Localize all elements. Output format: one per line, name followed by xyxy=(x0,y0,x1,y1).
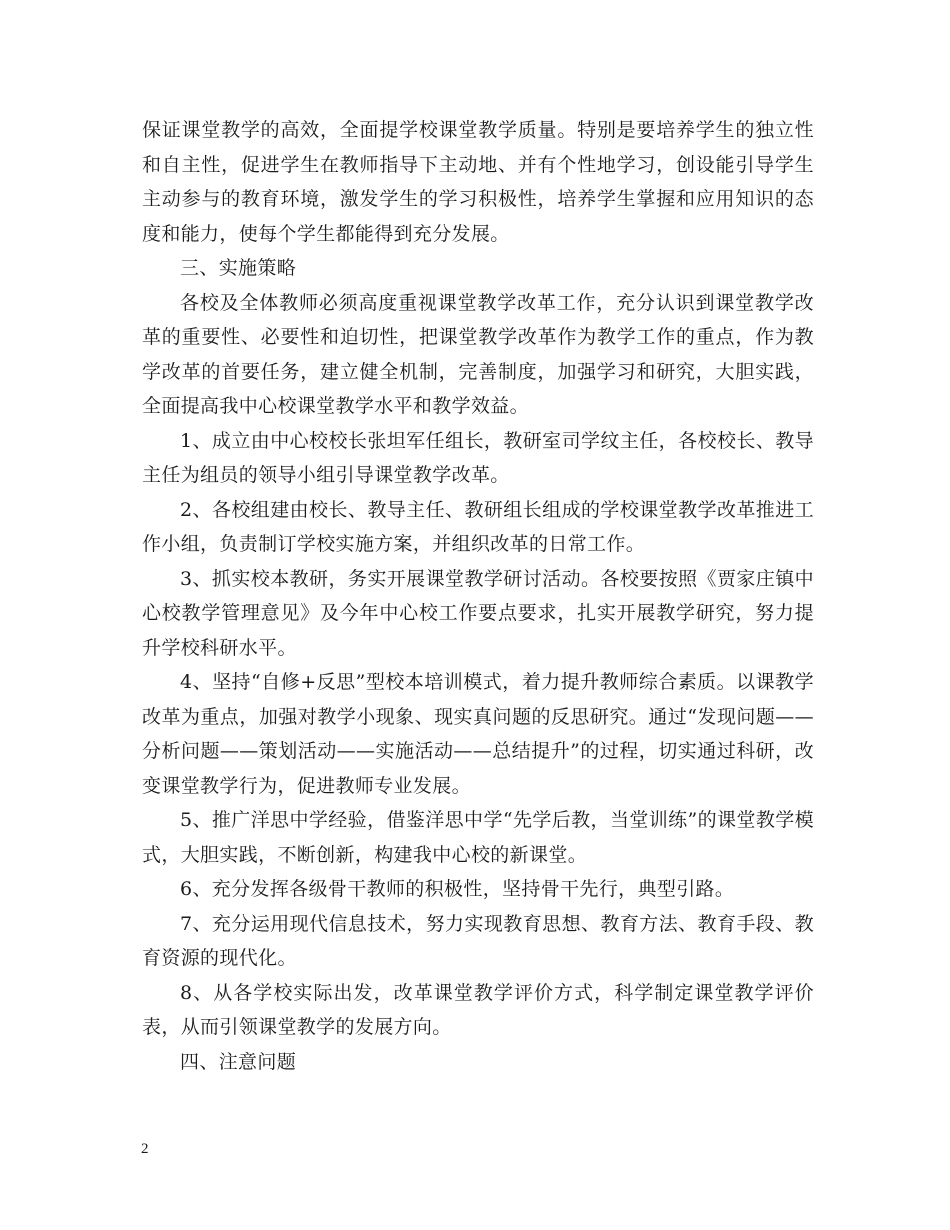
paragraph-item-3: 3、抓实校本教研，务实开展课堂教学研讨活动。各校要按照《贾家庄镇中心校教学管理意见》及今年中心校工作要点要求，扎实开展教学研究，努力提升学校科研水平。 xyxy=(142,567,814,659)
paragraph-item-1: 1、成立由中心校校长张坦军任组长，教研室司学纹主任，各校校长、教导主任为组员的领导小组引导课堂教学改革。 xyxy=(142,429,814,486)
paragraph-item-4: 4、坚持“自修+反思”型校本培训模式，着力提升教师综合素质。以课教学改革为重点，加强对教学小现象、现实真问题的反思研究。通过“发现问题——分析问题——策划活动——实施活动——总结提升”的过程，切实通过科研，改变课堂教学行为，促进教师专业发展。 xyxy=(142,671,814,797)
paragraph-item-5: 5、推广洋思中学经验，借鉴洋思中学“先学后教，当堂训练”的课堂教学模式，大胆实践，不断创新，构建我中心校的新课堂。 xyxy=(142,809,814,866)
page-number: 2 xyxy=(141,1141,149,1157)
paragraph-item-6: 6、充分发挥各级骨干教师的积极性，坚持骨干先行，典型引路。 xyxy=(180,878,735,900)
section-heading-attention: 四、注意问题 xyxy=(180,1050,297,1073)
paragraph-item-7: 7、充分运用现代信息技术，努力实现教育思想、教育方法、教育手段、教育资源的现代化。 xyxy=(142,912,814,969)
document-body xyxy=(142,113,814,1079)
paragraph-continuation: 保证课堂教学的高效，全面提学校课堂教学质量。特别是要培养学生的独立性和自主性，促进学生在教师指导下主动地、并有个性地学习，创设能引导学生主动参与的教育环境，激发学生的学习积极性，培养学生掌握和应用知识的态度和能力，使每个学生都能得到充分发展。 xyxy=(142,119,814,245)
paragraph-item-2: 2、各校组建由校长、教导主任、教研组长组成的学校课堂教学改革推进工作小组，负责制订学校实施方案，并组织改革的日常工作。 xyxy=(142,498,814,555)
section-heading-implementation: 三、实施策略 xyxy=(180,257,297,279)
paragraph-strategy-intro: 各校及全体教师必须高度重视课堂教学改革工作，充分认识到课堂教学改革的重要性、必要性和迫切性，把课堂教学改革作为教学工作的重点，作为教学改革的首要任务，建立健全机制，完善制度，加强学习和研究，大胆实践，全面提高我中心校课堂教学水平和教学效益。 xyxy=(142,291,814,417)
paragraph-item-8: 8、从各学校实际出发，改革课堂教学评价方式，科学制定课堂教学评价表，从而引领课堂教学的发展方向。 xyxy=(142,981,814,1038)
